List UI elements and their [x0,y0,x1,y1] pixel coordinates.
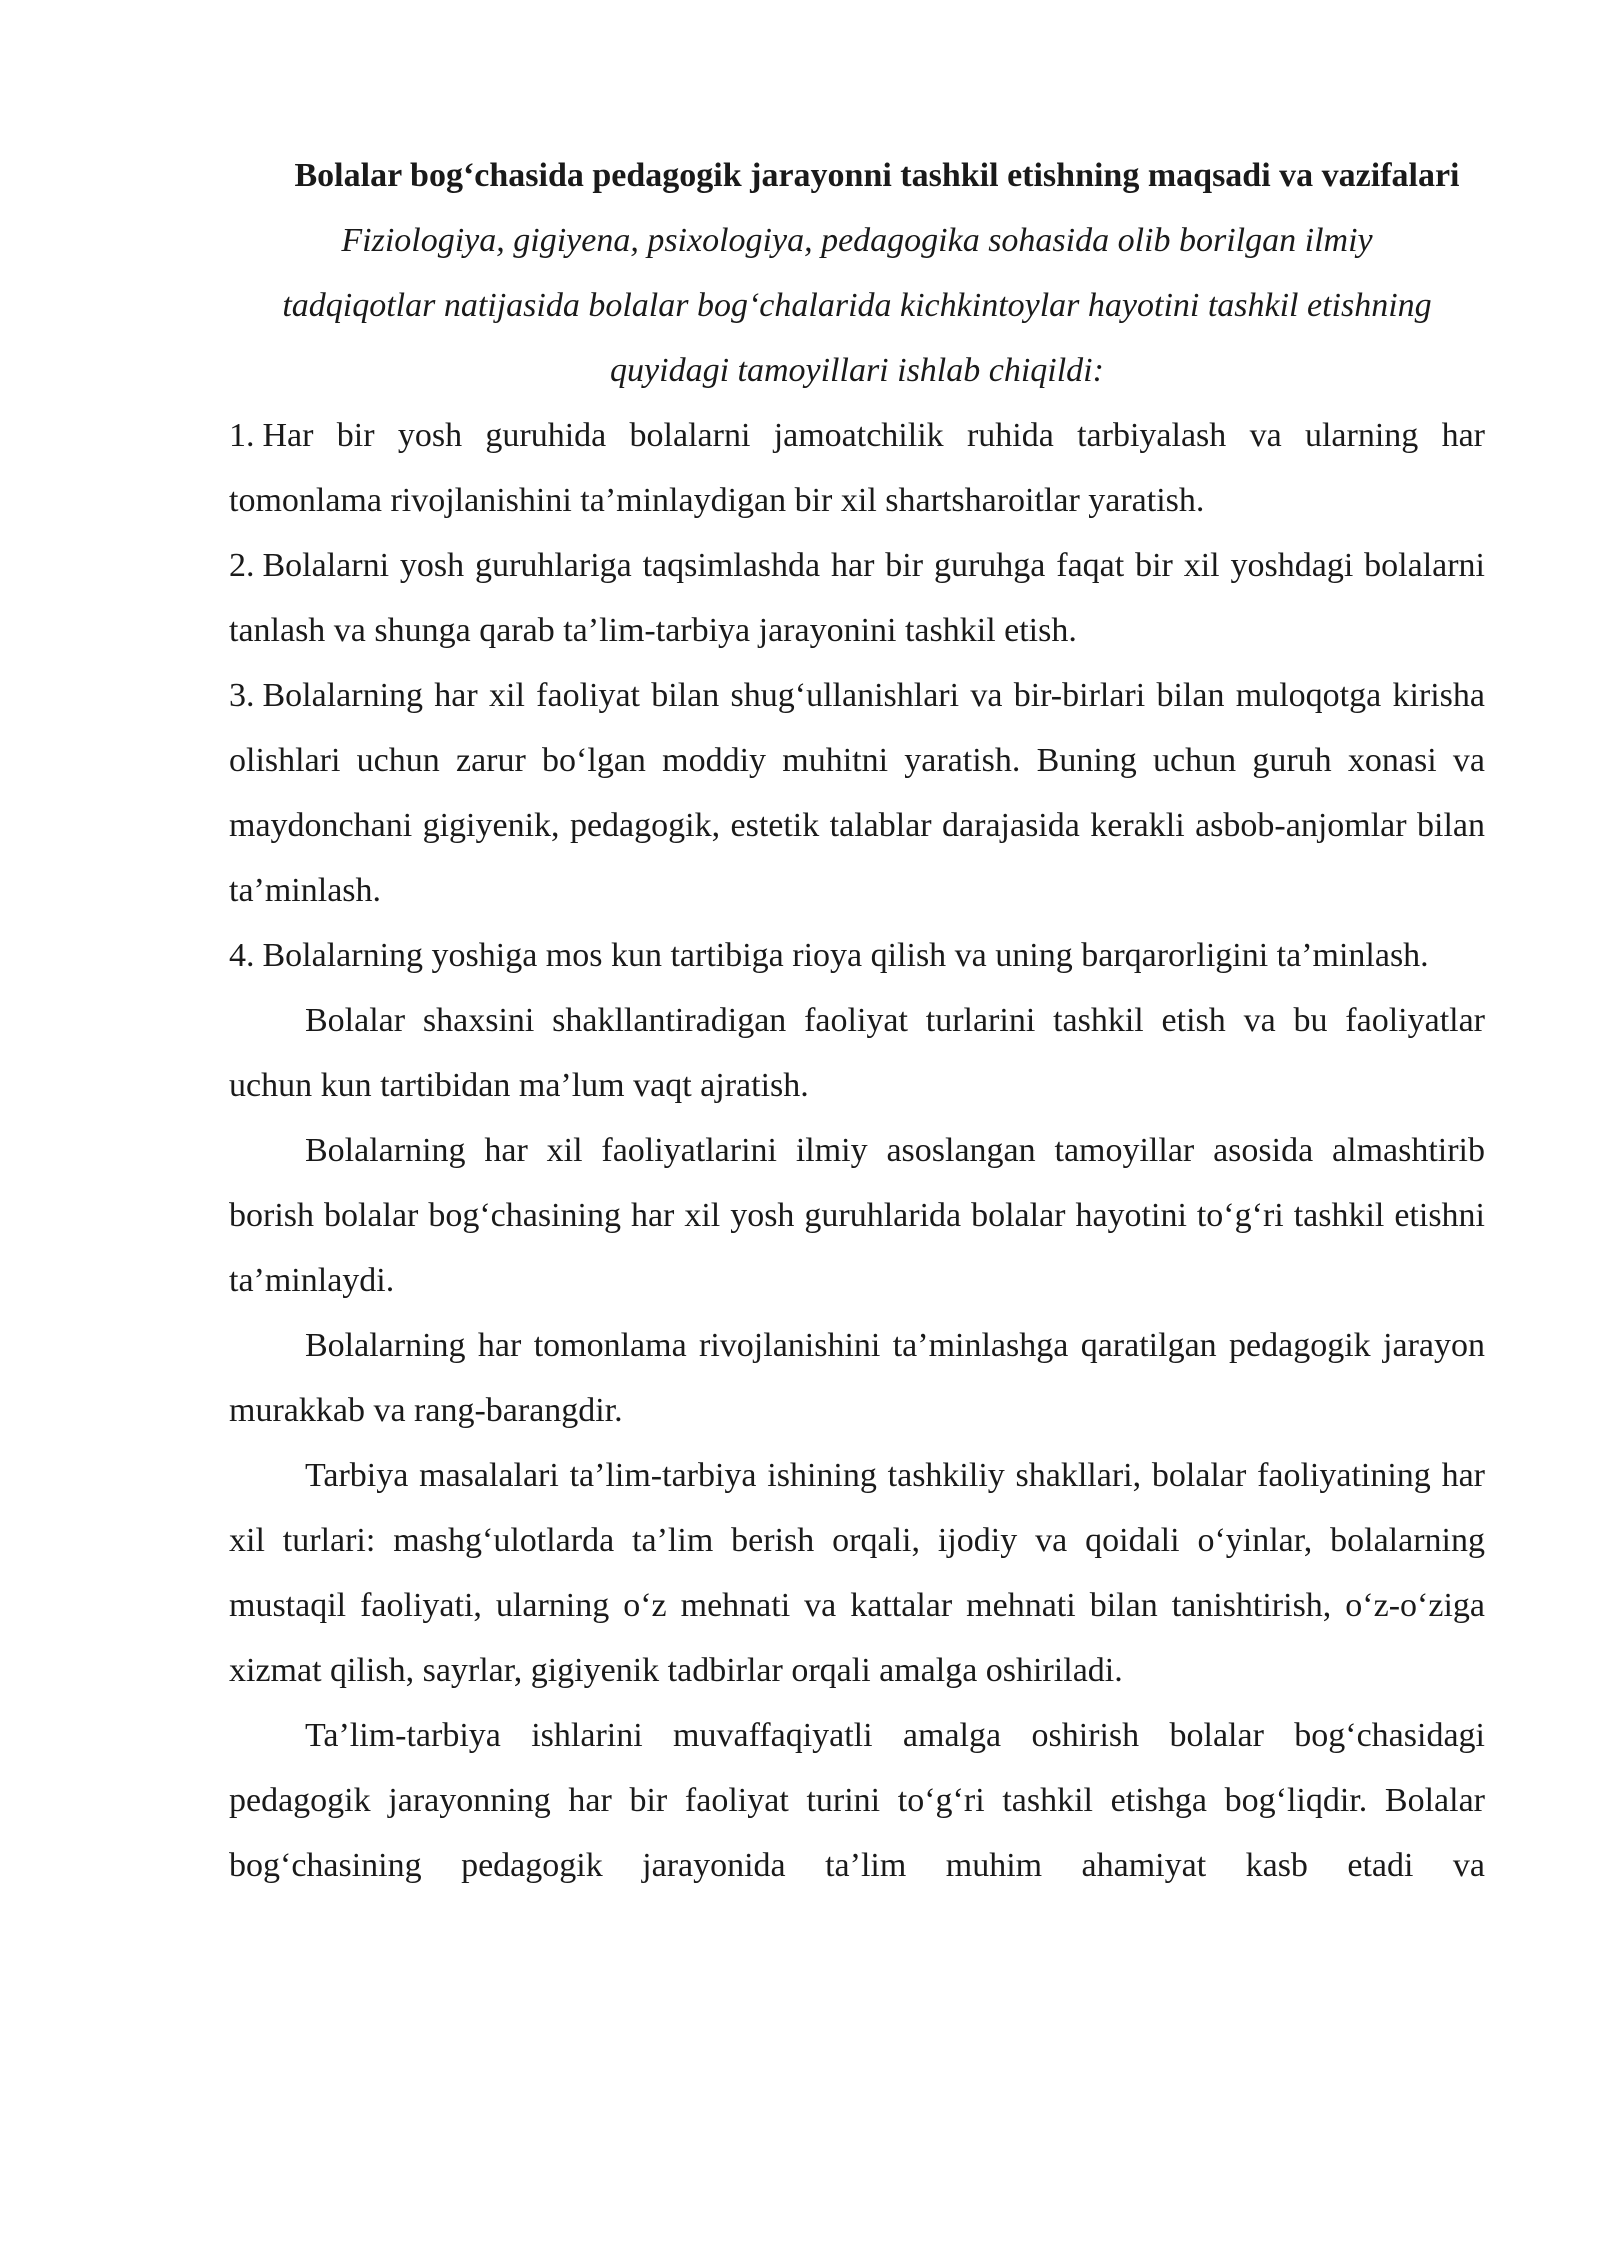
list-item-number: 3. [229,677,255,714]
list-item-text: Bolalarning har xil faoliyat bilan shug‘ullanishlari va bir-birlari bilan muloqotga kirisha olishlari uchun zarur bo‘lgan moddiy muhitni yaratish. Buning uchun guruh xonasi va maydonchani gigiyenik, pedagogik, estetik talablar darajasida kerakli asbob-anjomlar bilan ta’minlash. [229,677,1485,909]
body-paragraph: Bolalarning har tomonlama rivojlanishini ta’minlashga qaratilgan pedagogik jarayon murakkab va rang-barangdir. [229,1327,1485,1429]
list-item [229,663,1485,923]
body-paragraph: Bolalar shaxsini shakllantiradigan faoliyat turlarini tashkil etish va bu faoliyatlar uchun kun tartibidan ma’lum vaqt ajratish. [229,1002,1485,1104]
body-paragraph: Bolalarning har xil faoliyatlarini ilmiy asoslangan tamoyillar asosida almashtirib borish bolalar bog‘chasining har xil yosh guruhlarida bolalar hayotini to‘g‘ri tashkil etishni ta’minlaydi. [229,1132,1485,1299]
list-item [229,533,1485,663]
list-item-text: Bolalarni yosh guruhlariga taqsimlashda har bir guruhga faqat bir xil yoshdagi bolalarni tanlash va shunga qarab ta’lim-tarbiya jarayonini tashkil etish. [229,547,1485,649]
list-item [229,403,1485,533]
document-body [229,143,1485,1898]
document-title: Bolalar bog‘chasida pedagogik jarayonni tashkil etishning maqsadi va vazifalari [294,157,1460,194]
list-item-text: Har bir yosh guruhida bolalarni jamoatchilik ruhida tarbiyalash va ularning har tomonlama rivojlanishini ta’minlaydigan bir xil shartsharoitlar yaratish. [229,417,1485,519]
list-item-number: 4. [229,937,255,974]
list-item-number: 1. [229,417,255,454]
body-paragraph: Ta’lim-tarbiya ishlarini muvaffaqiyatli amalga oshirish bolalar bog‘chasidagi pedagogik jarayonning har bir faoliyat turini to‘g‘ri tashkil etishga bog‘liqdir. Bolalar bog‘chasining pedagogik jarayonida ta’lim muhim ahamiyat kasb etadi va [229,1717,1485,1884]
list-item-number: 2. [229,547,255,584]
body-paragraph: Tarbiya masalalari ta’lim-tarbiya ishining tashkiliy shakllari, bolalar faoliyatining har xil turlari: mashg‘ulotlarda ta’lim berish orqali, ijodiy va qoidali o‘yinlar, bolalarning mustaqil faoliyati, ularning o‘z mehnati va kattalar mehnati bilan tanishtirish, o‘z-o‘ziga xizmat qilish, sayrlar, gigiyenik tadbirlar orqali amalga oshiriladi. [229,1457,1485,1689]
list-item-text: Bolalarning yoshiga mos kun tartibiga rioya qilish va uning barqarorligini ta’minlash. [262,937,1429,974]
list-item [229,923,1485,988]
document-subtitle: Fiziologiya, gigiyena, psixologiya, pedagogika sohasida olib borilgan ilmiy tadqiqotlar natijasida bolalar bog‘chalarida kichkintoylar hayotini tashkil etishning quyidagi tamoyillari ishlab chiqildi: [282,222,1432,389]
